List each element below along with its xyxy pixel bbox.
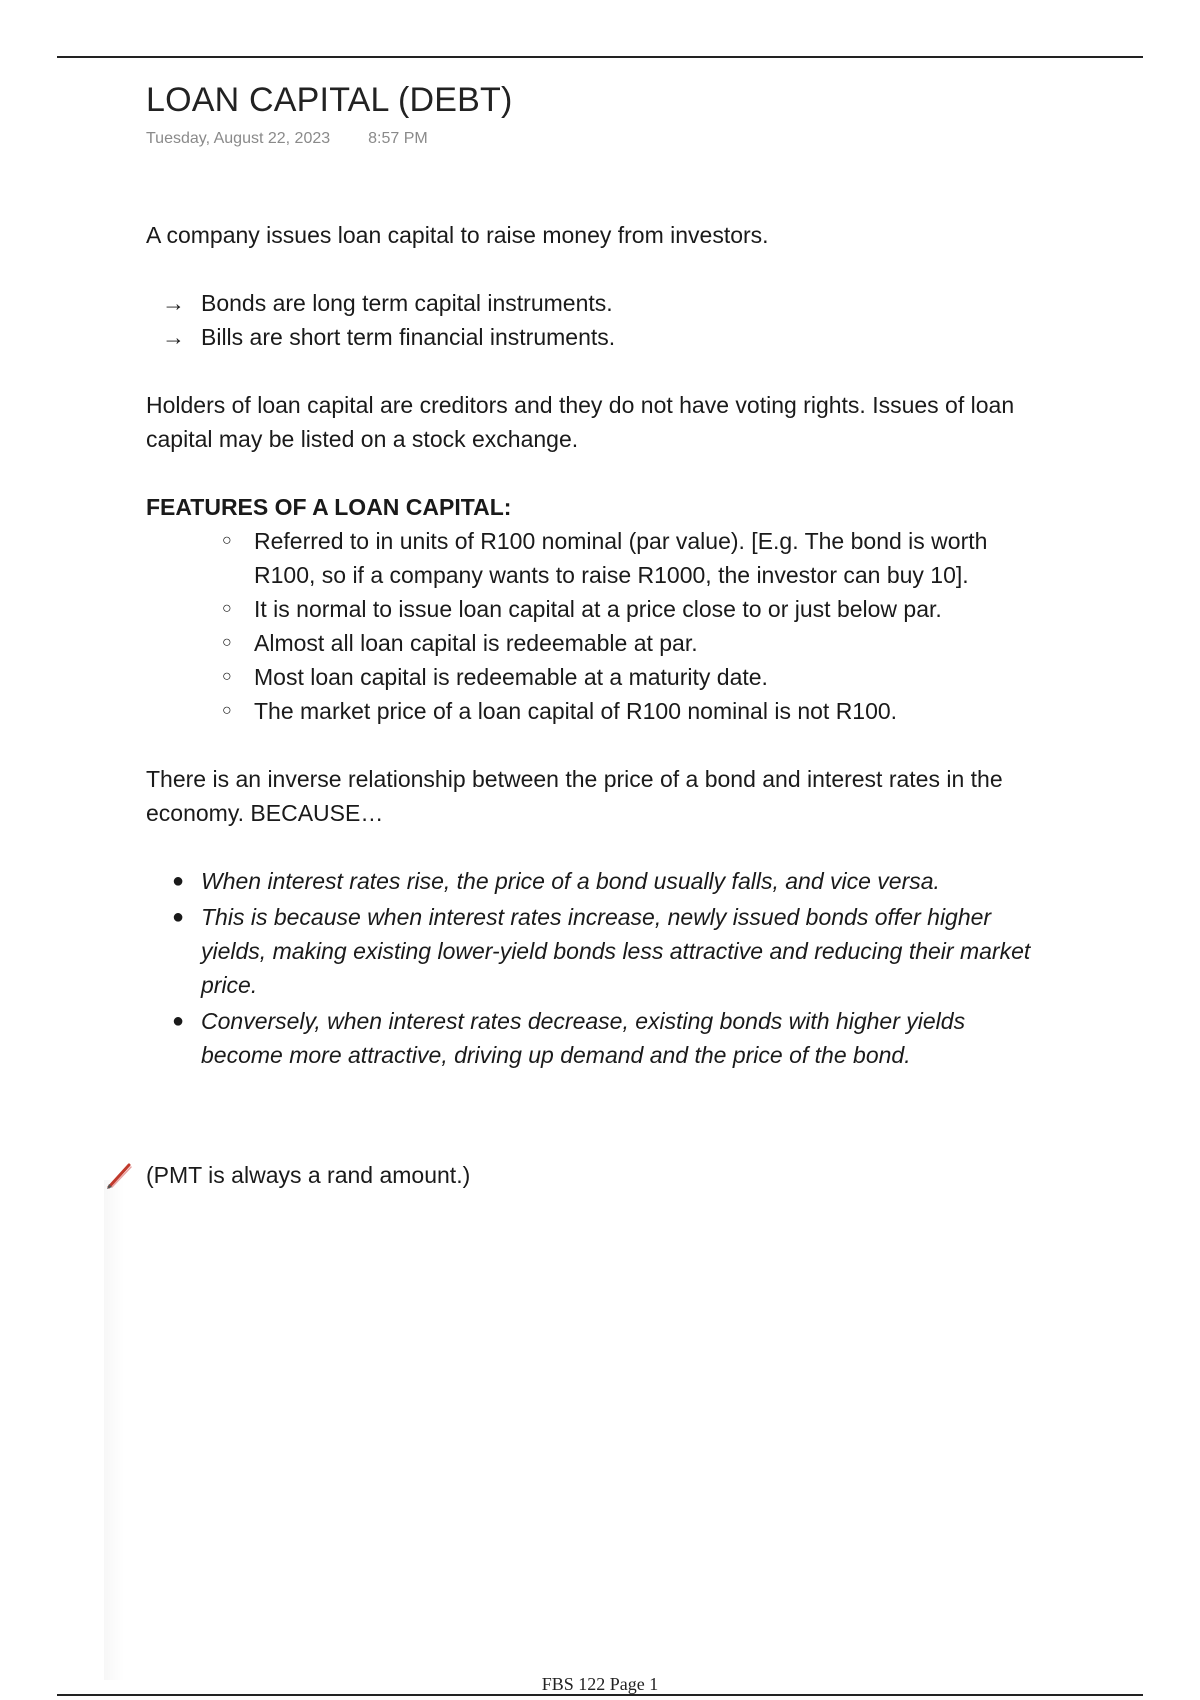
circle-bullet-icon: ○ — [222, 532, 232, 549]
dot-bullet-icon: ● — [172, 870, 185, 892]
dot-bullet-icon: ● — [172, 1010, 185, 1032]
because-list — [146, 864, 1046, 1072]
pencil-icon — [104, 1160, 134, 1190]
circle-bullet-icon: ○ — [222, 702, 232, 719]
features-heading: FEATURES OF A LOAN CAPITAL: — [146, 494, 512, 520]
list-item-text: Most loan capital is redeemable at a maturity date. — [254, 664, 768, 690]
top-rule — [57, 56, 1143, 58]
inverse-paragraph: There is an inverse relationship between the price of a bond and interest rates in the economy. BECAUSE… — [146, 766, 1003, 826]
list-item-text: When interest rates rise, the price of a bond usually falls, and vice versa. — [201, 868, 940, 894]
pmt-note-row — [104, 1158, 470, 1192]
page-time: 8:57 PM — [368, 130, 428, 147]
list-item — [218, 592, 1038, 626]
dot-bullet-icon: ● — [172, 906, 185, 928]
page-title: LOAN CAPITAL (DEBT) — [146, 81, 513, 119]
note-content — [146, 70, 1066, 1074]
intro-paragraph: A company issues loan capital to raise money from investors. — [146, 222, 769, 248]
list-item-text: It is normal to issue loan capital at a price close to or just below par. — [254, 596, 942, 622]
arrow-list — [146, 286, 1066, 354]
list-item — [146, 320, 1066, 354]
page-timestamp — [146, 128, 1066, 150]
margin-shade — [104, 1180, 124, 1680]
list-item-text: Bonds are long term capital instruments. — [201, 290, 613, 316]
circle-bullet-icon: ○ — [222, 600, 232, 617]
list-item — [218, 524, 1038, 592]
holders-paragraph: Holders of loan capital are creditors and they do not have voting rights. Issues of loan capital may be listed on a stock exchange. — [146, 392, 1015, 452]
arrow-icon: → — [162, 324, 185, 350]
list-item-text: The market price of a loan capital of R100 nominal is not R100. — [254, 698, 898, 724]
page-footer: FBS 122 Page 1 — [541, 1674, 659, 1694]
arrow-icon: → — [162, 290, 185, 316]
list-item — [218, 626, 1038, 660]
list-item — [146, 1004, 1046, 1072]
list-item — [146, 864, 1046, 898]
list-item-text: Bills are short term financial instruments. — [201, 324, 616, 350]
list-item-text: Almost all loan capital is redeemable at par. — [254, 630, 698, 656]
circle-bullet-icon: ○ — [222, 634, 232, 651]
list-item — [218, 660, 1038, 694]
bottom-rule — [57, 1694, 1143, 1696]
page-date: Tuesday, August 22, 2023 — [146, 130, 331, 147]
list-item — [146, 286, 1066, 320]
list-item-text: Referred to in units of R100 nominal (par value). [E.g. The bond is worth R100, so if a company wants to raise R1000, the investor can buy 10]. — [254, 528, 988, 588]
list-item — [218, 694, 1038, 728]
circle-bullet-icon: ○ — [222, 668, 232, 685]
list-item-text: This is because when interest rates increase, newly issued bonds offer higher yields, making existing lower-yield bonds less attractive and reducing their market price. — [201, 904, 1031, 998]
pmt-note: (PMT is always a rand amount.) — [146, 1162, 471, 1188]
list-item — [146, 900, 1046, 1002]
list-item-text: Conversely, when interest rates decrease, existing bonds with higher yields become more attractive, driving up demand and the price of the bond. — [201, 1008, 966, 1068]
features-list — [218, 524, 1038, 728]
